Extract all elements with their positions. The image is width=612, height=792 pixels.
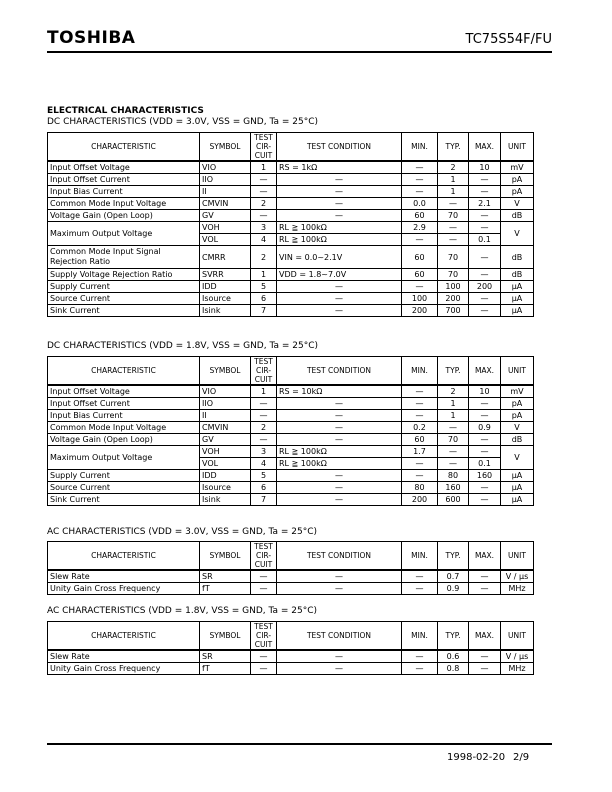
test-circuit-cell: — bbox=[251, 663, 277, 675]
symbol-cell: VOL bbox=[200, 234, 251, 246]
column-header-test-circuit bbox=[251, 622, 277, 651]
characteristic-cell: Sink Current bbox=[48, 494, 200, 506]
min-cell: — bbox=[402, 458, 438, 470]
table-row bbox=[48, 210, 534, 222]
table-row bbox=[48, 410, 534, 422]
test-condition-cell: — bbox=[277, 210, 402, 222]
characteristic-cell: Input Offset Voltage bbox=[48, 385, 200, 398]
characteristic-cell: Supply Voltage Rejection Ratio bbox=[48, 269, 200, 281]
min-cell: — bbox=[402, 470, 438, 482]
column-header-test-condition: TEST CONDITION bbox=[277, 542, 402, 571]
column-header-max: MAX. bbox=[469, 133, 501, 162]
characteristic-cell: Input Bias Current bbox=[48, 410, 200, 422]
symbol-cell: SVRR bbox=[200, 269, 251, 281]
test-condition-cell: RL ≧ 100kΩ bbox=[277, 222, 402, 234]
test-circuit-cell: — bbox=[251, 583, 277, 595]
header-rule bbox=[47, 51, 552, 53]
test-circuit-cell: 3 bbox=[251, 446, 277, 458]
characteristic-cell: Maximum Output Voltage bbox=[48, 446, 200, 470]
max-cell: — bbox=[469, 570, 501, 583]
column-header-min: MIN. bbox=[402, 622, 438, 651]
test-condition-cell: VIN = 0.0~2.1V bbox=[277, 246, 402, 269]
test-condition-cell: — bbox=[277, 650, 402, 663]
table-row bbox=[48, 470, 534, 482]
column-header-test-circuit-line: CUIT bbox=[254, 640, 273, 649]
min-cell: — bbox=[402, 186, 438, 198]
typ-cell: — bbox=[438, 458, 469, 470]
test-circuit-cell: 3 bbox=[251, 222, 277, 234]
unit-cell: dB bbox=[501, 434, 534, 446]
unit-cell: dB bbox=[501, 210, 534, 222]
max-cell: 10 bbox=[469, 161, 501, 174]
table-row bbox=[48, 398, 534, 410]
test-condition-cell: RS = 1kΩ bbox=[277, 161, 402, 174]
max-cell: — bbox=[469, 434, 501, 446]
characteristic-cell: Common Mode Input Voltage bbox=[48, 198, 200, 210]
column-header-characteristic: CHARACTERISTIC bbox=[48, 133, 200, 162]
typ-cell: 0.7 bbox=[438, 570, 469, 583]
typ-cell: 160 bbox=[438, 482, 469, 494]
symbol-cell: VOL bbox=[200, 458, 251, 470]
test-condition-cell: — bbox=[277, 398, 402, 410]
typ-cell: 700 bbox=[438, 305, 469, 317]
column-header-symbol: SYMBOL bbox=[200, 133, 251, 162]
typ-cell: 70 bbox=[438, 210, 469, 222]
symbol-cell: VOH bbox=[200, 222, 251, 234]
max-cell: — bbox=[469, 446, 501, 458]
max-cell: — bbox=[469, 398, 501, 410]
table-row bbox=[48, 482, 534, 494]
ac-characteristics-3v-table bbox=[47, 541, 534, 595]
footer-rule bbox=[47, 743, 552, 745]
unit-cell: V bbox=[501, 446, 534, 470]
unit-cell: V bbox=[501, 198, 534, 210]
max-cell: — bbox=[469, 583, 501, 595]
symbol-cell: VIO bbox=[200, 161, 251, 174]
unit-cell: dB bbox=[501, 246, 534, 269]
column-header-test-circuit-line: CIR- bbox=[255, 551, 272, 560]
min-cell: — bbox=[402, 174, 438, 186]
table-row bbox=[48, 422, 534, 434]
min-cell: — bbox=[402, 385, 438, 398]
symbol-cell: CMVIN bbox=[200, 198, 251, 210]
unit-cell: V bbox=[501, 222, 534, 246]
typ-cell: 2 bbox=[438, 161, 469, 174]
unit-cell: μA bbox=[501, 470, 534, 482]
test-circuit-cell: — bbox=[251, 398, 277, 410]
column-header-test-circuit-line: CIR- bbox=[255, 631, 272, 640]
dc-characteristics-3v-table bbox=[47, 132, 534, 317]
test-condition-cell: — bbox=[277, 293, 402, 305]
column-header-test-circuit-line: CUIT bbox=[254, 151, 273, 160]
column-header-test-circuit-line: TEST bbox=[254, 357, 273, 366]
typ-cell: — bbox=[438, 446, 469, 458]
min-cell: — bbox=[402, 234, 438, 246]
column-header-typ: TYP. bbox=[438, 133, 469, 162]
table-row bbox=[48, 663, 534, 675]
table-row bbox=[48, 583, 534, 595]
column-header-test-circuit-line: TEST bbox=[254, 133, 273, 142]
typ-cell: 0.9 bbox=[438, 583, 469, 595]
test-condition-cell: — bbox=[277, 305, 402, 317]
test-condition-cell: — bbox=[277, 570, 402, 583]
characteristic-cell: Supply Current bbox=[48, 281, 200, 293]
min-cell: — bbox=[402, 161, 438, 174]
test-condition-cell: — bbox=[277, 494, 402, 506]
min-cell: 60 bbox=[402, 269, 438, 281]
column-header-unit: UNIT bbox=[501, 357, 534, 386]
table-title-dc-1v8: DC CHARACTERISTICS (VDD = 1.8V, VSS = GND, Ta = 25°C) bbox=[47, 341, 318, 351]
unit-cell: pA bbox=[501, 186, 534, 198]
min-cell: — bbox=[402, 570, 438, 583]
unit-cell: MHz bbox=[501, 583, 534, 595]
typ-cell: 1 bbox=[438, 398, 469, 410]
table-row bbox=[48, 174, 534, 186]
column-header-max: MAX. bbox=[469, 542, 501, 571]
test-condition-cell: — bbox=[277, 482, 402, 494]
table-row bbox=[48, 222, 534, 234]
table-row bbox=[48, 385, 534, 398]
ac-characteristics-1v8-table bbox=[47, 621, 534, 675]
max-cell: 200 bbox=[469, 281, 501, 293]
test-condition-cell: — bbox=[277, 186, 402, 198]
test-circuit-cell: 1 bbox=[251, 161, 277, 174]
column-header-typ: TYP. bbox=[438, 357, 469, 386]
column-header-test-circuit-line: CIR- bbox=[255, 366, 272, 375]
unit-cell: μA bbox=[501, 281, 534, 293]
max-cell: 160 bbox=[469, 470, 501, 482]
characteristic-cell: Input Offset Current bbox=[48, 398, 200, 410]
typ-cell: 70 bbox=[438, 434, 469, 446]
typ-cell: — bbox=[438, 422, 469, 434]
characteristic-cell: Voltage Gain (Open Loop) bbox=[48, 210, 200, 222]
test-condition-cell: — bbox=[277, 422, 402, 434]
footer-date: 1998-02-20 bbox=[447, 752, 506, 763]
unit-cell: V / μs bbox=[501, 570, 534, 583]
test-condition-cell: — bbox=[277, 583, 402, 595]
typ-cell: 1 bbox=[438, 186, 469, 198]
test-condition-cell: — bbox=[277, 434, 402, 446]
min-cell: 60 bbox=[402, 434, 438, 446]
max-cell: 0.1 bbox=[469, 458, 501, 470]
typ-cell: 80 bbox=[438, 470, 469, 482]
test-circuit-cell: 4 bbox=[251, 234, 277, 246]
table-row bbox=[48, 269, 534, 281]
characteristic-cell: Input Offset Current bbox=[48, 174, 200, 186]
test-circuit-cell: 5 bbox=[251, 470, 277, 482]
test-circuit-cell: 2 bbox=[251, 246, 277, 269]
column-header-max: MAX. bbox=[469, 622, 501, 651]
characteristic-cell: Unity Gain Cross Frequency bbox=[48, 663, 200, 675]
table-row bbox=[48, 570, 534, 583]
unit-cell: V bbox=[501, 422, 534, 434]
column-header-test-circuit-line: TEST bbox=[254, 542, 273, 551]
unit-cell: pA bbox=[501, 174, 534, 186]
symbol-cell: GV bbox=[200, 210, 251, 222]
symbol-cell: IIO bbox=[200, 174, 251, 186]
max-cell: 2.1 bbox=[469, 198, 501, 210]
max-cell: — bbox=[469, 210, 501, 222]
min-cell: 1.7 bbox=[402, 446, 438, 458]
typ-cell: 100 bbox=[438, 281, 469, 293]
symbol-cell: II bbox=[200, 186, 251, 198]
characteristic-cell: Supply Current bbox=[48, 470, 200, 482]
min-cell: 60 bbox=[402, 210, 438, 222]
column-header-test-circuit-line: CIR- bbox=[255, 142, 272, 151]
max-cell: — bbox=[469, 269, 501, 281]
symbol-cell: SR bbox=[200, 570, 251, 583]
characteristic-cell: Unity Gain Cross Frequency bbox=[48, 583, 200, 595]
column-header-typ: TYP. bbox=[438, 542, 469, 571]
column-header-test-condition: TEST CONDITION bbox=[277, 133, 402, 162]
min-cell: 0.2 bbox=[402, 422, 438, 434]
column-header-test-condition: TEST CONDITION bbox=[277, 357, 402, 386]
characteristic-cell: Maximum Output Voltage bbox=[48, 222, 200, 246]
test-condition-cell: RL ≧ 100kΩ bbox=[277, 446, 402, 458]
min-cell: 200 bbox=[402, 305, 438, 317]
test-circuit-cell: — bbox=[251, 650, 277, 663]
typ-cell: 1 bbox=[438, 174, 469, 186]
symbol-cell: fT bbox=[200, 583, 251, 595]
table-row bbox=[48, 198, 534, 210]
column-header-typ: TYP. bbox=[438, 622, 469, 651]
table-title-ac-3v: AC CHARACTERISTICS (VDD = 3.0V, VSS = GND, Ta = 25°C) bbox=[47, 527, 318, 537]
min-cell: 0.0 bbox=[402, 198, 438, 210]
table-row bbox=[48, 494, 534, 506]
column-header-characteristic: CHARACTERISTIC bbox=[48, 622, 200, 651]
column-header-symbol: SYMBOL bbox=[200, 542, 251, 571]
min-cell: — bbox=[402, 281, 438, 293]
brand-logo: TOSHIBA bbox=[47, 28, 136, 48]
unit-cell: μA bbox=[501, 482, 534, 494]
min-cell: — bbox=[402, 650, 438, 663]
part-number: TC75S54F/FU bbox=[465, 32, 552, 47]
symbol-cell: Isource bbox=[200, 482, 251, 494]
symbol-cell: II bbox=[200, 410, 251, 422]
min-cell: 100 bbox=[402, 293, 438, 305]
typ-cell: 1 bbox=[438, 410, 469, 422]
max-cell: 0.1 bbox=[469, 234, 501, 246]
min-cell: 80 bbox=[402, 482, 438, 494]
column-header-test-circuit bbox=[251, 542, 277, 571]
characteristic-cell: Common Mode Input Voltage bbox=[48, 422, 200, 434]
column-header-symbol: SYMBOL bbox=[200, 357, 251, 386]
test-condition-cell: — bbox=[277, 198, 402, 210]
test-circuit-cell: 1 bbox=[251, 385, 277, 398]
symbol-cell: Isink bbox=[200, 305, 251, 317]
min-cell: — bbox=[402, 663, 438, 675]
column-header-min: MIN. bbox=[402, 357, 438, 386]
table-row bbox=[48, 446, 534, 458]
test-circuit-cell: — bbox=[251, 186, 277, 198]
max-cell: — bbox=[469, 482, 501, 494]
symbol-cell: VIO bbox=[200, 385, 251, 398]
test-condition-cell: — bbox=[277, 663, 402, 675]
typ-cell: 0.8 bbox=[438, 663, 469, 675]
unit-cell: μA bbox=[501, 293, 534, 305]
table-row bbox=[48, 186, 534, 198]
column-header-unit: UNIT bbox=[501, 133, 534, 162]
column-header-min: MIN. bbox=[402, 542, 438, 571]
test-circuit-cell: 6 bbox=[251, 482, 277, 494]
symbol-cell: CMRR bbox=[200, 246, 251, 269]
symbol-cell: CMVIN bbox=[200, 422, 251, 434]
min-cell: — bbox=[402, 583, 438, 595]
section-title: ELECTRICAL CHARACTERISTICS bbox=[47, 106, 204, 116]
max-cell: — bbox=[469, 494, 501, 506]
characteristic-cell: Source Current bbox=[48, 482, 200, 494]
symbol-cell: SR bbox=[200, 650, 251, 663]
min-cell: — bbox=[402, 410, 438, 422]
typ-cell: 2 bbox=[438, 385, 469, 398]
test-circuit-cell: 2 bbox=[251, 422, 277, 434]
symbol-cell: Isource bbox=[200, 293, 251, 305]
max-cell: — bbox=[469, 293, 501, 305]
typ-cell: — bbox=[438, 234, 469, 246]
max-cell: — bbox=[469, 663, 501, 675]
page-number: 2/9 bbox=[513, 752, 530, 763]
symbol-cell: IDD bbox=[200, 281, 251, 293]
test-circuit-cell: 7 bbox=[251, 305, 277, 317]
table-row bbox=[48, 161, 534, 174]
typ-cell: 600 bbox=[438, 494, 469, 506]
characteristic-cell: Sink Current bbox=[48, 305, 200, 317]
test-condition-cell: RS = 10kΩ bbox=[277, 385, 402, 398]
column-header-test-circuit-line: TEST bbox=[254, 622, 273, 631]
table-row bbox=[48, 434, 534, 446]
test-circuit-cell: — bbox=[251, 570, 277, 583]
unit-cell: V / μs bbox=[501, 650, 534, 663]
characteristic-cell: Slew Rate bbox=[48, 570, 200, 583]
column-header-min: MIN. bbox=[402, 133, 438, 162]
table-row bbox=[48, 650, 534, 663]
typ-cell: — bbox=[438, 198, 469, 210]
test-circuit-cell: — bbox=[251, 434, 277, 446]
test-circuit-cell: — bbox=[251, 174, 277, 186]
unit-cell: μA bbox=[501, 494, 534, 506]
unit-cell: MHz bbox=[501, 663, 534, 675]
unit-cell: μA bbox=[501, 305, 534, 317]
symbol-cell: VOH bbox=[200, 446, 251, 458]
max-cell: — bbox=[469, 305, 501, 317]
test-condition-cell: — bbox=[277, 410, 402, 422]
column-header-test-condition: TEST CONDITION bbox=[277, 622, 402, 651]
typ-cell: 0.6 bbox=[438, 650, 469, 663]
test-condition-cell: — bbox=[277, 281, 402, 293]
table-title-dc-3v: DC CHARACTERISTICS (VDD = 3.0V, VSS = GND, Ta = 25°C) bbox=[47, 117, 318, 127]
column-header-unit: UNIT bbox=[501, 542, 534, 571]
test-condition-cell: VDD = 1.8~7.0V bbox=[277, 269, 402, 281]
column-header-max: MAX. bbox=[469, 357, 501, 386]
column-header-test-circuit-line: CUIT bbox=[254, 375, 273, 384]
unit-cell: pA bbox=[501, 410, 534, 422]
min-cell: 2.9 bbox=[402, 222, 438, 234]
unit-cell: pA bbox=[501, 398, 534, 410]
column-header-symbol: SYMBOL bbox=[200, 622, 251, 651]
test-condition-cell: — bbox=[277, 470, 402, 482]
min-cell: — bbox=[402, 398, 438, 410]
characteristic-cell: Slew Rate bbox=[48, 650, 200, 663]
min-cell: 200 bbox=[402, 494, 438, 506]
test-condition-cell: RL ≧ 100kΩ bbox=[277, 458, 402, 470]
test-circuit-cell: 5 bbox=[251, 281, 277, 293]
max-cell: — bbox=[469, 222, 501, 234]
test-circuit-cell: 1 bbox=[251, 269, 277, 281]
unit-cell: mV bbox=[501, 161, 534, 174]
characteristic-cell: Input Offset Voltage bbox=[48, 161, 200, 174]
characteristic-cell: Input Bias Current bbox=[48, 186, 200, 198]
symbol-cell: fT bbox=[200, 663, 251, 675]
table-row bbox=[48, 293, 534, 305]
column-header-test-circuit-line: CUIT bbox=[254, 560, 273, 569]
table-title-ac-1v8: AC CHARACTERISTICS (VDD = 1.8V, VSS = GND, Ta = 25°C) bbox=[47, 606, 318, 616]
max-cell: — bbox=[469, 174, 501, 186]
max-cell: — bbox=[469, 410, 501, 422]
test-condition-cell: — bbox=[277, 174, 402, 186]
max-cell: 0.9 bbox=[469, 422, 501, 434]
max-cell: — bbox=[469, 246, 501, 269]
dc-characteristics-1v8-table bbox=[47, 356, 534, 506]
symbol-cell: IIO bbox=[200, 398, 251, 410]
unit-cell: dB bbox=[501, 269, 534, 281]
test-circuit-cell: 2 bbox=[251, 198, 277, 210]
symbol-cell: GV bbox=[200, 434, 251, 446]
min-cell: 60 bbox=[402, 246, 438, 269]
characteristic-cell: Voltage Gain (Open Loop) bbox=[48, 434, 200, 446]
test-circuit-cell: — bbox=[251, 210, 277, 222]
table-row bbox=[48, 305, 534, 317]
table-row bbox=[48, 281, 534, 293]
test-circuit-cell: 7 bbox=[251, 494, 277, 506]
typ-cell: 200 bbox=[438, 293, 469, 305]
test-circuit-cell: 4 bbox=[251, 458, 277, 470]
column-header-test-circuit bbox=[251, 357, 277, 386]
column-header-unit: UNIT bbox=[501, 622, 534, 651]
column-header-test-circuit bbox=[251, 133, 277, 162]
column-header-characteristic: CHARACTERISTIC bbox=[48, 542, 200, 571]
characteristic-cell: Common Mode Input Signal Rejection Ratio bbox=[48, 246, 200, 269]
test-circuit-cell: — bbox=[251, 410, 277, 422]
symbol-cell: IDD bbox=[200, 470, 251, 482]
unit-cell: mV bbox=[501, 385, 534, 398]
test-condition-cell: RL ≧ 100kΩ bbox=[277, 234, 402, 246]
test-circuit-cell: 6 bbox=[251, 293, 277, 305]
max-cell: — bbox=[469, 186, 501, 198]
max-cell: 10 bbox=[469, 385, 501, 398]
characteristic-cell: Source Current bbox=[48, 293, 200, 305]
symbol-cell: Isink bbox=[200, 494, 251, 506]
typ-cell: 70 bbox=[438, 246, 469, 269]
max-cell: — bbox=[469, 650, 501, 663]
column-header-characteristic: CHARACTERISTIC bbox=[48, 357, 200, 386]
table-row bbox=[48, 246, 534, 269]
typ-cell: 70 bbox=[438, 269, 469, 281]
typ-cell: — bbox=[438, 222, 469, 234]
